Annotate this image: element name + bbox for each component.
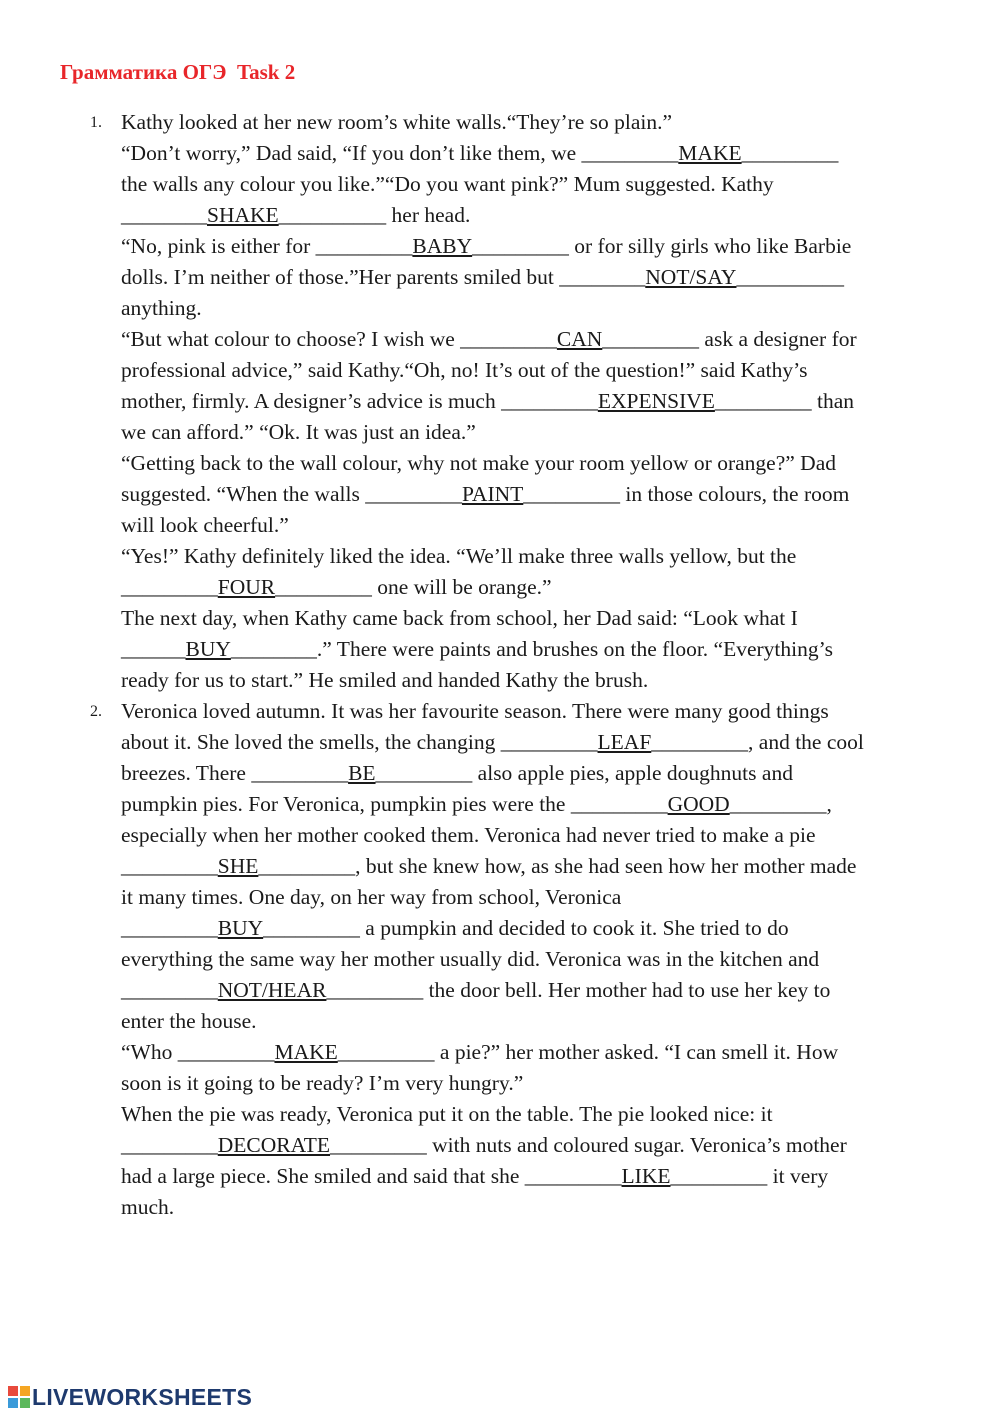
text-segment: Kathy looked at her new room’s white walls.“They’re so plain.”	[121, 110, 673, 134]
text-segment: we can afford.” “Ok. It was just an idea.”	[121, 420, 476, 444]
text-segment: When the pie was ready, Veronica put it on the table. The pie looked nice: it	[121, 1102, 773, 1126]
word-prompt: MAKE	[274, 1040, 338, 1064]
answer-blank-line: _________	[315, 234, 413, 258]
text-segment: had a large piece. She smiled and said that she	[121, 1164, 525, 1188]
answer-blank-line: _________	[258, 854, 356, 878]
text-line	[121, 665, 648, 696]
answer-blank-line: _________	[121, 916, 218, 940]
text-line	[121, 541, 796, 572]
answer-blank-line: _________	[375, 761, 473, 785]
text-segment: “Yes!” Kathy definitely liked the idea. “We’ll make three walls yellow, but the	[121, 544, 797, 568]
text-segment: a pie?” her mother asked. “I can smell it. How	[434, 1040, 839, 1064]
text-segment: especially when her mother cooked them. Veronica had never tried to make a pie	[121, 823, 816, 847]
text-segment: , and the cool	[748, 730, 864, 754]
answer-blank-line: _________	[500, 730, 598, 754]
text-segment: with nuts and coloured sugar. Veronica’s mother	[426, 1133, 847, 1157]
word-prompt: PAINT	[461, 482, 524, 506]
answer-blank-line: _________	[581, 141, 679, 165]
text-line	[121, 169, 774, 200]
answer-blank-line: _________	[602, 327, 700, 351]
text-segment: than	[811, 389, 855, 413]
word-prompt: LEAF	[597, 730, 652, 754]
answer-blank-line: _________	[263, 916, 360, 940]
word-prompt: BABY	[412, 234, 473, 258]
answer-blank-line: _________	[326, 978, 424, 1002]
answer-blank-line: _________	[570, 792, 668, 816]
answer-blank-line: _________	[472, 234, 569, 258]
text-line	[121, 696, 829, 727]
text-segment: it many times. One day, on her way from school, Veronica	[121, 885, 622, 909]
text-segment: it very	[767, 1164, 829, 1188]
answer-blank-line: ________	[559, 265, 646, 289]
word-prompt: LIKE	[621, 1164, 671, 1188]
text-segment: suggested. “When the walls	[121, 482, 366, 506]
text-line	[121, 1006, 257, 1037]
text-segment: the door bell. Her mother had to use her key to	[423, 978, 831, 1002]
answer-blank-line: _________	[177, 1040, 275, 1064]
answer-blank-line: _________	[460, 327, 557, 351]
text-line	[121, 107, 672, 138]
answer-blank-line: _________	[121, 1133, 218, 1157]
text-line	[121, 262, 844, 293]
liveworksheets-logo-icon	[8, 1386, 30, 1408]
answer-blank-line: ________	[121, 203, 207, 227]
text-line	[121, 293, 202, 324]
word-prompt: SHE	[217, 854, 259, 878]
text-segment: ask a designer for	[699, 327, 857, 351]
text-segment: in those colours, the room	[620, 482, 850, 506]
text-line	[121, 727, 864, 758]
text-line	[121, 634, 833, 665]
answer-blank-line: _________	[365, 482, 462, 506]
text-segment: “But what colour to choose? I wish we	[121, 327, 461, 351]
text-segment: professional advice,” said Kathy.“Oh, no! It’s out of the question!” said Kathy’s	[121, 358, 808, 382]
answer-blank-line: _________	[275, 575, 372, 599]
answer-blank-line: _________	[729, 792, 827, 816]
text-segment: mother, firmly. A designer’s advice is much	[121, 389, 502, 413]
text-segment: will look cheerful.”	[121, 513, 289, 537]
answer-blank-line: _________	[330, 1133, 427, 1157]
word-prompt: DECORATE	[217, 1133, 331, 1157]
text-line	[121, 603, 798, 634]
word-prompt: BUY	[185, 637, 231, 661]
text-line	[121, 138, 838, 169]
text-segment: or for silly girls who like Barbie	[568, 234, 852, 258]
answer-blank-line: _________	[523, 482, 621, 506]
text-line	[121, 944, 819, 975]
word-prompt: GOOD	[667, 792, 730, 816]
text-segment: about it. She loved the smells, the changing	[121, 730, 501, 754]
text-line	[121, 324, 857, 355]
text-line	[121, 882, 621, 913]
text-segment: everything the same way her mother usually did. Veronica was in the kitchen and	[121, 947, 820, 971]
word-prompt: NOT/HEAR	[217, 978, 327, 1002]
text-line	[121, 510, 289, 541]
text-segment: anything.	[121, 296, 202, 320]
text-line	[121, 448, 836, 479]
word-prompt: EXPENSIVE	[597, 389, 715, 413]
answer-blank-line: ________	[230, 637, 317, 661]
text-line	[121, 386, 854, 417]
answer-blank-line: _________	[121, 978, 218, 1002]
text-line	[121, 1161, 828, 1192]
answer-blank-line: _________	[501, 389, 598, 413]
word-prompt: SHAKE	[207, 203, 279, 227]
answer-blank-line: _________	[251, 761, 349, 785]
answer-blank-line: _________	[651, 730, 749, 754]
text-line	[121, 820, 816, 851]
answer-blank-line: _________	[741, 141, 839, 165]
answer-blank-line: _________	[121, 575, 218, 599]
text-segment: soon is it going to be ready? I’m very hungry.”	[121, 1071, 524, 1095]
text-segment: ready for us to start.” He smiled and handed Kathy the brush.	[121, 668, 649, 692]
text-segment: enter the house.	[121, 1009, 257, 1033]
text-line	[121, 789, 832, 820]
word-prompt: CAN	[556, 327, 603, 351]
text-line	[121, 417, 476, 448]
text-line	[121, 231, 851, 262]
text-segment: “Don’t worry,” Dad said, “If you don’t like them, we	[121, 141, 582, 165]
answer-blank-line: __________	[736, 265, 844, 289]
word-prompt: BUY	[217, 916, 264, 940]
text-segment: breezes. There	[121, 761, 252, 785]
text-line	[121, 758, 793, 789]
item-number: 1.	[90, 114, 102, 131]
answer-blank-line: _________	[337, 1040, 435, 1064]
answer-blank-line: __________	[278, 203, 387, 227]
text-segment: Veronica loved autumn. It was her favourite season. There were many good things	[121, 699, 829, 723]
text-line	[121, 851, 856, 882]
text-line	[121, 1130, 847, 1161]
text-segment: “Getting back to the wall colour, why not make your room yellow or orange?” Dad	[121, 451, 836, 475]
text-segment: dolls. I’m neither of those.”Her parents smiled but	[121, 265, 560, 289]
text-segment: much.	[121, 1195, 175, 1219]
text-line	[121, 200, 470, 231]
text-line	[121, 479, 849, 510]
text-segment: pumpkin pies. For Veronica, pumpkin pies were the	[121, 792, 571, 816]
word-prompt: BE	[348, 761, 376, 785]
worksheet-title: Грамматика ОГЭ Task 2	[60, 60, 296, 84]
text-line	[121, 1068, 523, 1099]
answer-blank-line: _________	[714, 389, 812, 413]
brand-name: LIVEWORKSHEETS	[32, 1383, 253, 1410]
word-prompt: MAKE	[678, 141, 742, 165]
text-segment: ,	[826, 792, 832, 816]
text-segment: The next day, when Kathy came back from school, her Dad said: “Look what I	[121, 606, 798, 630]
text-segment: the walls any colour you like.”“Do you want pink?” Mum suggested. Kathy	[121, 172, 774, 196]
word-prompt: NOT/SAY	[645, 265, 737, 289]
text-line	[121, 975, 830, 1006]
text-line	[121, 572, 552, 603]
answer-blank-line: _________	[524, 1164, 622, 1188]
text-segment: also apple pies, apple doughnuts and	[472, 761, 793, 785]
text-line	[121, 1037, 838, 1068]
text-line	[121, 913, 789, 944]
liveworksheets-logo	[8, 1380, 252, 1414]
text-segment: , but she knew how, as she had seen how her mother made	[355, 854, 857, 878]
word-prompt: FOUR	[217, 575, 276, 599]
text-line	[121, 1192, 174, 1223]
text-segment: one will be orange.”	[371, 575, 552, 599]
text-segment: .” There were paints and brushes on the floor. “Everything’s	[316, 637, 833, 661]
text-segment: her head.	[386, 203, 471, 227]
text-line	[121, 355, 807, 386]
answer-blank-line: _________	[670, 1164, 768, 1188]
item-number: 2.	[90, 703, 102, 720]
text-segment: “Who	[121, 1040, 178, 1064]
text-line	[121, 1099, 773, 1130]
answer-blank-line: ______	[121, 637, 186, 661]
text-segment: a pumpkin and decided to cook it. She tried to do	[359, 916, 789, 940]
answer-blank-line: _________	[121, 854, 218, 878]
text-segment: “No, pink is either for	[121, 234, 316, 258]
